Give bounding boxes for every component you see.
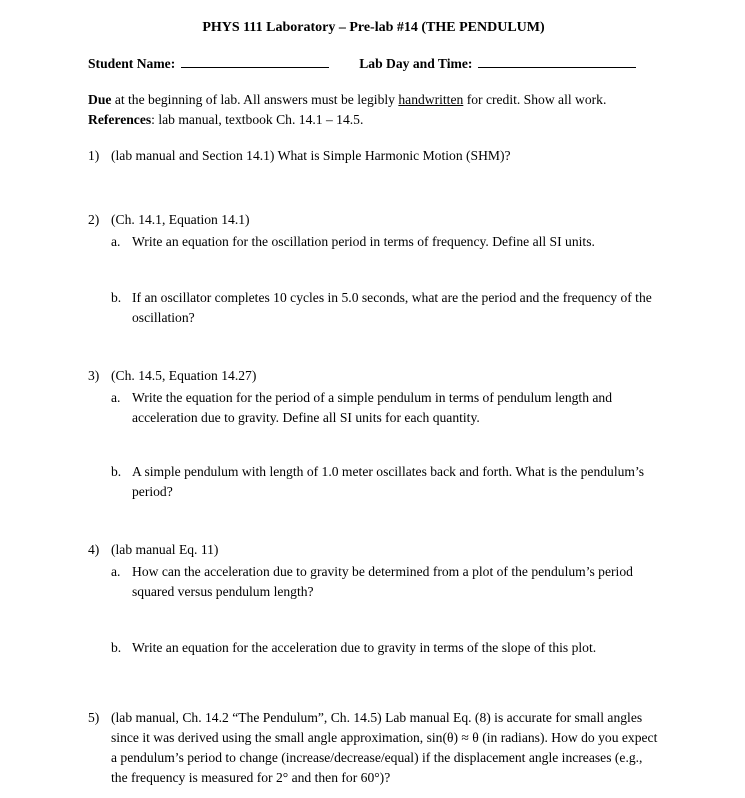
subpart-label: b. (111, 290, 122, 305)
subpart-label: b. (111, 464, 122, 479)
question-3-row (88, 366, 659, 386)
document-title: PHYS 111 Laboratory – Pre-lab #14 (THE PENDULUM) (202, 20, 545, 35)
question-number: 1) (88, 148, 100, 163)
question-number: 3) (88, 368, 100, 383)
due-label: Due (88, 92, 112, 107)
question-text: (lab manual, Ch. 14.2 “The Pendulum”, Ch. 14.5) Lab manual Eq. (8) is accurate for small angles since it was derived using the small angle approximation, sin(θ) ≈ θ (in radians). How do you expect a pendulum’s period to change (increase/decrease/equal) if the displacement angle increases (e.g., the frequency is measured for 2° and then for 60°)? (111, 710, 658, 785)
instructions-paragraph (88, 90, 659, 130)
question-4-row (88, 540, 659, 560)
subpart-text: Write the equation for the period of a simple pendulum in terms of pendulum length and acceleration due to gravity. Define all SI units for each quantity. (132, 390, 613, 425)
question-text: (Ch. 14.1, Equation 14.1) (111, 212, 250, 227)
question-number: 4) (88, 542, 100, 557)
subpart-text: A simple pendulum with length of 1.0 meter oscillates back and forth. What is the pendulum’s period? (132, 464, 645, 499)
references-line (88, 110, 659, 130)
header-fields (88, 54, 659, 74)
question-4-part-a (111, 562, 659, 602)
lab-day-blank (478, 54, 636, 68)
question-1-row (88, 146, 659, 166)
lab-day-label: Lab Day and Time: (359, 56, 473, 71)
question-item-1 (88, 146, 659, 166)
references-label: References (88, 112, 152, 127)
subpart-text: How can the acceleration due to gravity be determined from a plot of the pendulum’s period squared versus pendulum length? (132, 564, 633, 599)
question-item-5 (88, 708, 659, 788)
student-name-label: Student Name: (88, 56, 176, 71)
subpart-label: a. (111, 390, 121, 405)
due-text-2: for credit. Show all work. (463, 92, 607, 107)
question-item-2 (88, 210, 659, 328)
question-4-part-b (111, 638, 659, 658)
handwritten-emphasis: handwritten (398, 92, 464, 107)
question-2-part-b (111, 288, 659, 328)
question-5-row (88, 708, 659, 788)
subpart-label: a. (111, 234, 121, 249)
question-2-part-a (111, 232, 659, 252)
question-text: (lab manual and Section 14.1) What is Simple Harmonic Motion (SHM)? (111, 148, 511, 163)
due-text-1: at the beginning of lab. All answers must be legibly (111, 92, 399, 107)
question-text: (lab manual Eq. 11) (111, 542, 219, 557)
subpart-label: b. (111, 640, 122, 655)
subpart-text: Write an equation for the oscillation period in terms of frequency. Define all SI units. (132, 234, 595, 249)
question-2-row (88, 210, 659, 230)
question-number: 2) (88, 212, 100, 227)
question-number: 5) (88, 710, 100, 725)
question-3-part-a (111, 388, 659, 428)
subpart-label: a. (111, 564, 121, 579)
student-name-blank (181, 54, 329, 68)
question-text: (Ch. 14.5, Equation 14.27) (111, 368, 257, 383)
references-text: : lab manual, textbook Ch. 14.1 – 14.5. (151, 112, 364, 127)
subpart-text: If an oscillator completes 10 cycles in 5.0 seconds, what are the period and the frequency of the oscillation? (132, 290, 652, 325)
due-line (88, 90, 659, 110)
question-3-part-b (111, 462, 659, 502)
subpart-text: Write an equation for the acceleration due to gravity in terms of the slope of this plot. (132, 640, 597, 655)
question-item-3 (88, 366, 659, 502)
question-item-4 (88, 540, 659, 658)
